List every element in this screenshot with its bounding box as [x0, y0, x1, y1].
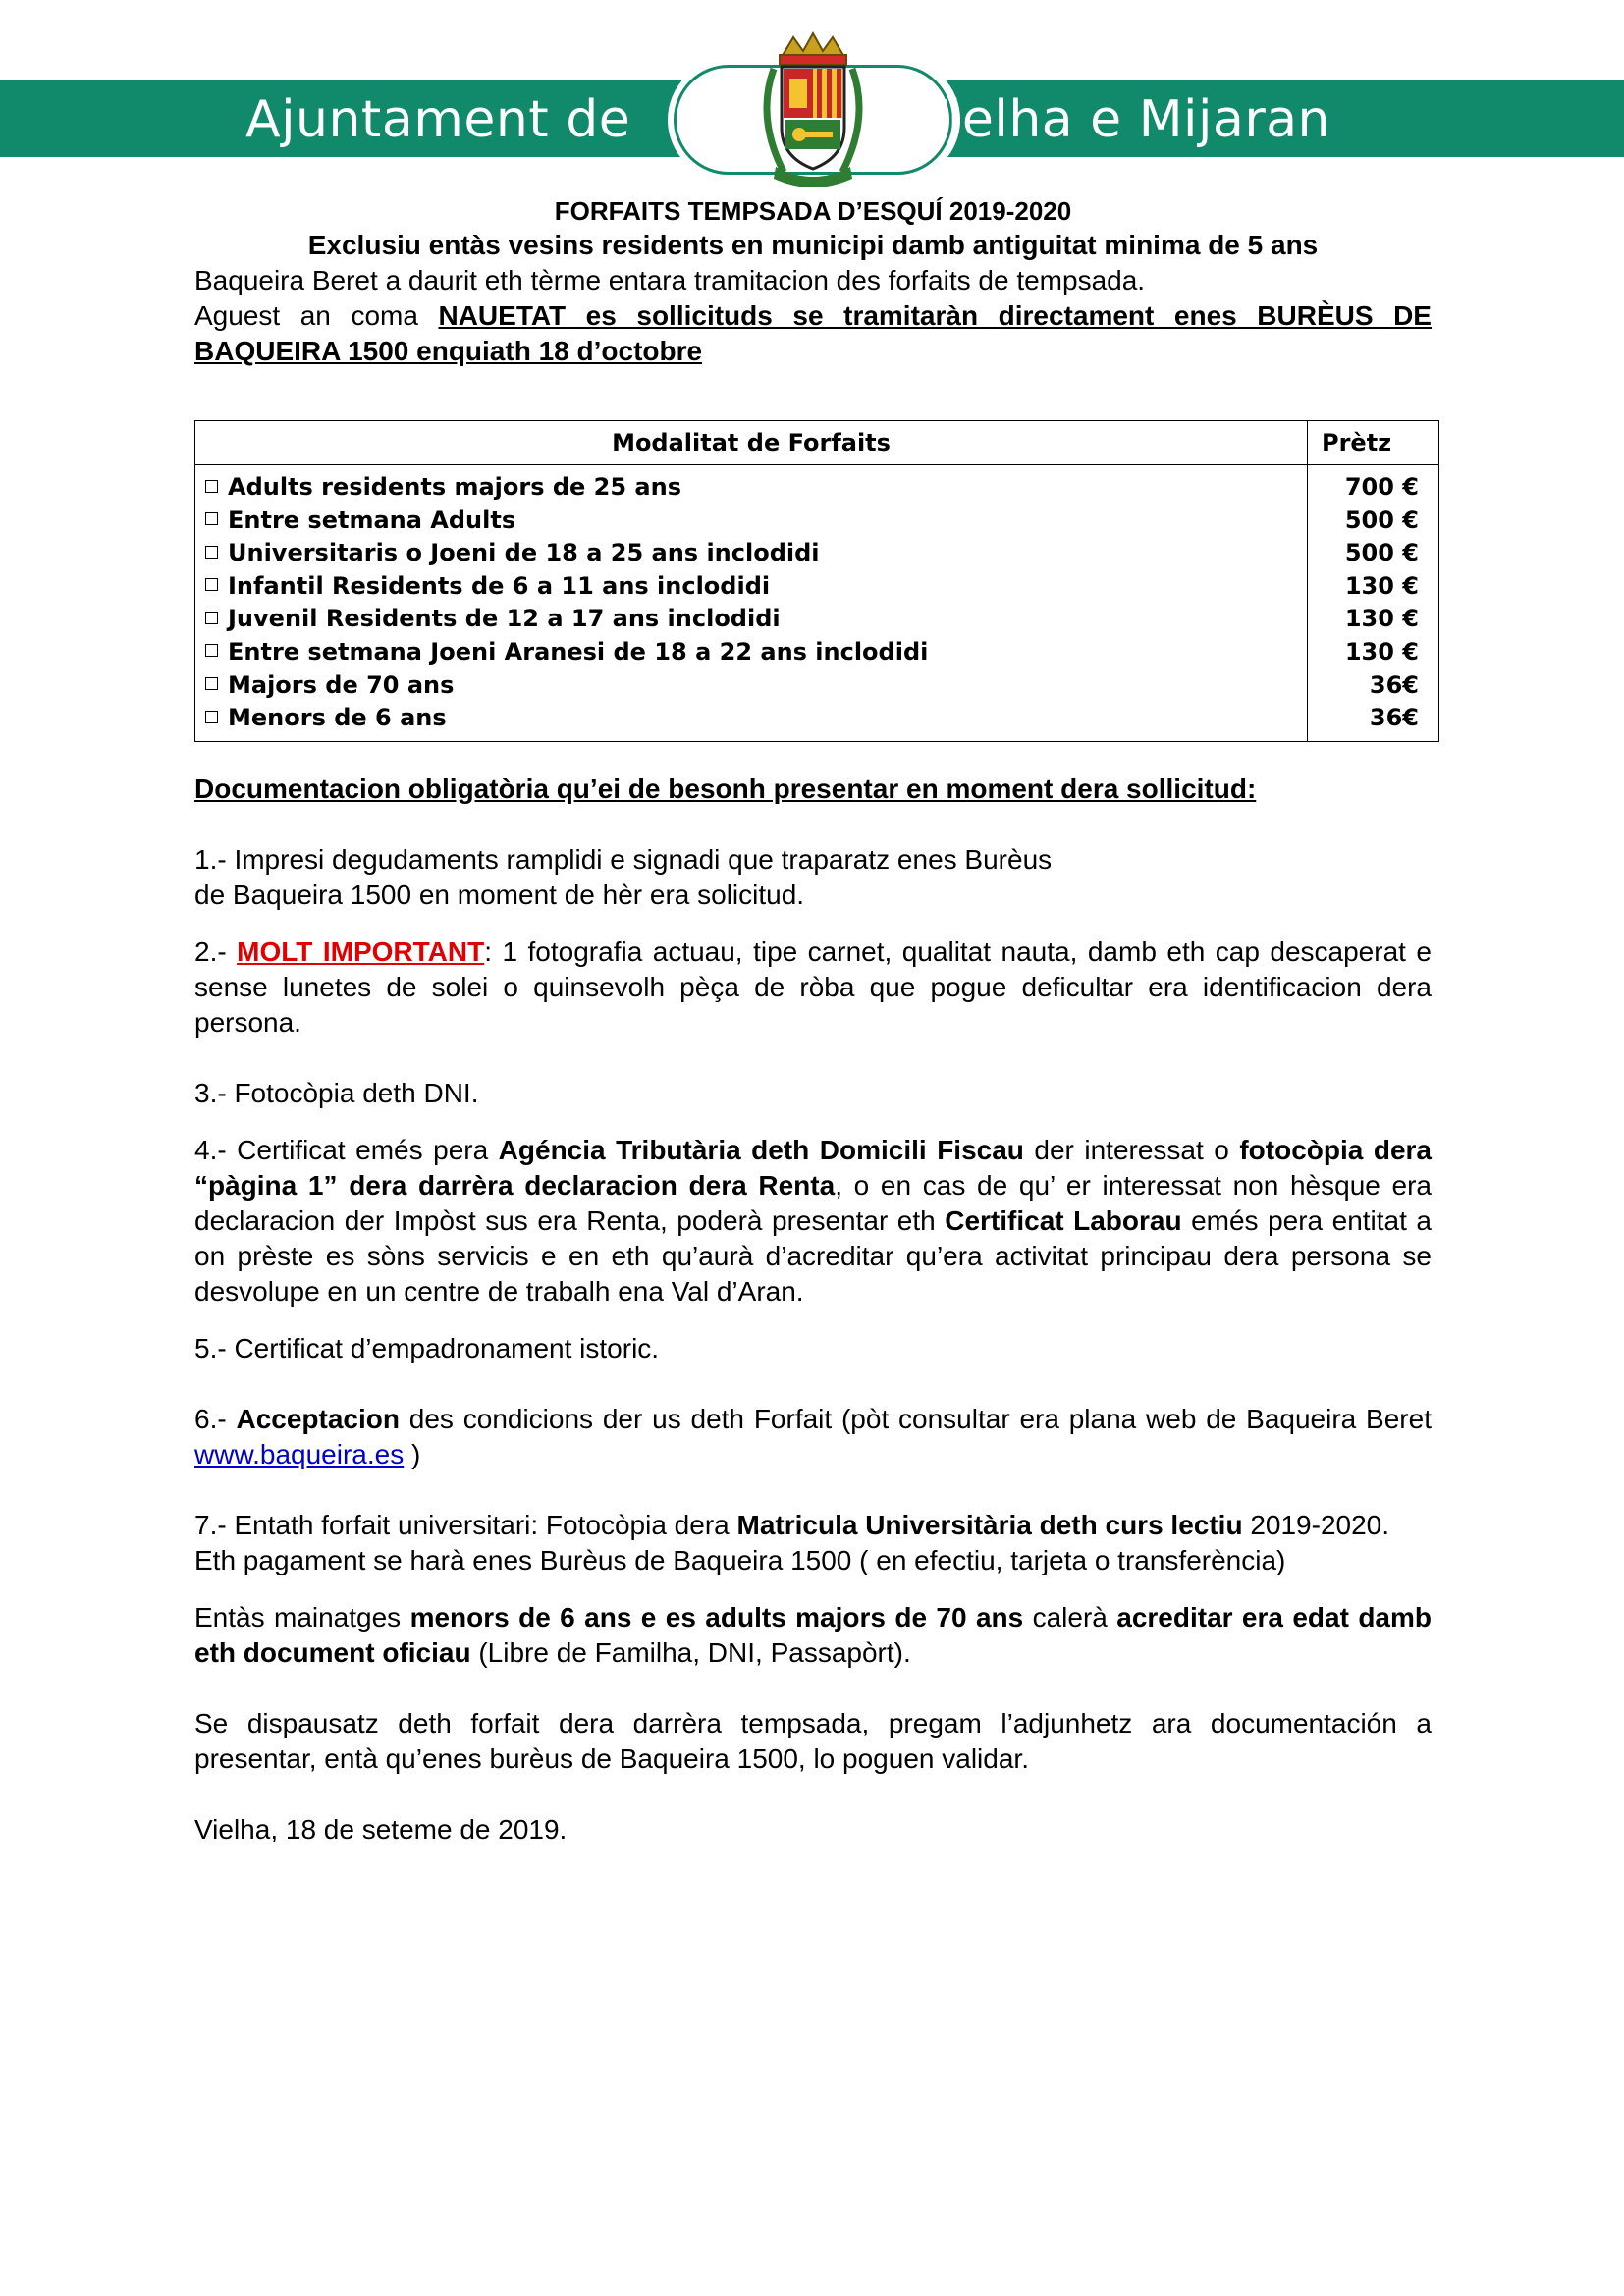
item6-d: ) [404, 1439, 421, 1469]
item4-certificate: Certificat Laborau [945, 1205, 1182, 1236]
letterhead [0, 0, 1624, 196]
row-price: 500 € [1344, 539, 1419, 567]
checkbox-icon[interactable] [205, 612, 218, 624]
age-note [194, 1600, 1432, 1671]
important-notice: MOLT IMPORTANT [237, 936, 485, 967]
document-subtitle: Exclusiu entàs vesins residents en municipi damb antiguitat minima de 5 ans [307, 230, 1319, 260]
row-price: 36€ [1369, 670, 1419, 699]
doc-item-4 [194, 1133, 1432, 1309]
table-body-row [195, 465, 1439, 742]
item4-g: emés pera entitat a on prèste es sòns servicis e en eth qu’aurà d’acreditar qu’era activitat principau dera persona se desvolupe en un centre de trabalh ena Val d’Aran. [194, 1205, 1432, 1307]
row-price: 700 € [1344, 473, 1419, 501]
item6-acceptance: Acceptacion [236, 1404, 400, 1434]
item4-e: , o en cas de qu’ er interessat non hèsque era declaracion der Impòst sus era Renta, poderà presentar eth [194, 1170, 1432, 1236]
item6-a: 6.- [194, 1404, 237, 1434]
age-requirement: acreditar era edat damb eth document oficiau [194, 1602, 1433, 1668]
novelty-notice: NAUETAT es sollicituds se tramitaràn directament enes BURÈUS DE BAQUEIRA 1500 enquiath 18 d’octobre [194, 300, 1432, 366]
intro-prefix: Aguest an coma [194, 300, 439, 331]
item4-agency: Agéncia Tributària deth Domicili Fiscau [498, 1135, 1024, 1165]
documentation-section [194, 772, 1432, 1847]
row-label: Entre setmana Adults [228, 506, 516, 534]
checkbox-icon[interactable] [205, 677, 218, 690]
doc-item-3: 3.- Fotocòpia deth DNI. [194, 1078, 479, 1108]
payment-note: Eth pagament se harà enes Burèus de Baqueira 1500 ( en efectiu, tarjeta o transferència) [194, 1545, 1286, 1575]
item7-enrollment: Matricula Universitària deth curs lectiu [736, 1510, 1243, 1540]
doc-item-6 [194, 1402, 1432, 1472]
table-row [205, 505, 1301, 538]
checkbox-icon[interactable] [205, 578, 218, 591]
doc-item-2 [194, 934, 1432, 1041]
item6-c: des condicions der us deth Forfait (pòt consultar era plana web de Baqueira Beret [399, 1404, 1432, 1434]
document-title: FORFAITS TEMPSADA D’ESQUÍ 2019-2020 [554, 196, 1072, 226]
checkbox-icon[interactable] [205, 512, 218, 525]
header-left-text: Ajuntament de [245, 90, 631, 149]
item4-c: der interessat o [1023, 1135, 1240, 1165]
table-row [205, 603, 1301, 636]
documentation-heading: Documentacion obligatòria qu’ei de besonh presentar en moment dera sollicitud: [194, 774, 1257, 804]
row-price: 130 € [1344, 605, 1419, 633]
table-header-row [195, 421, 1439, 465]
doc-item-1 [194, 842, 1432, 913]
checkbox-icon[interactable] [205, 711, 218, 723]
intro-line: Baqueira Beret a daurit eth tèrme entara tramitacion des forfaits de tempsada. [194, 265, 1146, 295]
row-label: Majors de 70 ans [228, 670, 455, 699]
age-c: calerà [1023, 1602, 1117, 1632]
modality-list [195, 465, 1308, 742]
baqueira-link[interactable]: www.baqueira.es [194, 1439, 405, 1469]
item7-c: 2019-2020. [1242, 1510, 1390, 1540]
item7-a: 7.- Entath forfait universitari: Fotocòpia dera [194, 1510, 737, 1540]
row-label: Menors de 6 ans [228, 704, 447, 732]
document-body [194, 194, 1432, 369]
checkbox-icon[interactable] [205, 644, 218, 657]
price-list [1308, 465, 1439, 742]
age-a: Entàs mainatges [194, 1602, 410, 1632]
table-row [205, 669, 1301, 703]
row-price: 130 € [1344, 571, 1419, 600]
fees-table [194, 420, 1439, 742]
row-label: Adults residents majors de 25 ans [228, 473, 681, 501]
checkbox-icon[interactable] [205, 546, 218, 559]
row-label: Juvenil Residents de 12 a 17 ans inclodidi [228, 605, 781, 633]
row-label: Infantil Residents de 6 a 11 ans inclodidi [228, 571, 771, 600]
row-price: 36€ [1369, 704, 1419, 732]
row-label: Universitaris o Joeni de 18 a 25 ans inclodidi [228, 539, 820, 567]
item2-text: : 1 fotografia actuau, tipe carnet, qualitat nauta, damb eth cap descaperat e sense lunetes de solei o quinsevolh pèça de ròba que pogue deficultar era identificacion dera persona. [194, 936, 1432, 1038]
item1-line2: de Baqueira 1500 en moment de hèr era solicitud. [194, 880, 805, 910]
item1-line1: 1.- Impresi degudaments ramplidi e signadi que traparatz enes Burèus [194, 844, 1053, 875]
table-row [205, 636, 1301, 669]
renewal-note: Se dispausatz deth forfait dera darrèra tempsada, pregam l’adjunhetz ara documentación a presentar, entà qu’enes burèus de Baqueira 1500, lo poguen validar. [194, 1708, 1432, 1774]
signoff: Vielha, 18 de seteme de 2019. [194, 1814, 568, 1844]
header-modality: Modalitat de Forfaits [195, 421, 1308, 465]
item4-photocopy: fotocòpia dera “pàgina 1” dera darrèra declaracion dera Renta [194, 1135, 1432, 1201]
table-row [205, 570, 1301, 604]
item2-prefix: 2.- [194, 936, 238, 967]
age-groups: menors de 6 ans e es adults majors de 70 ans [409, 1602, 1024, 1632]
table-row [205, 471, 1301, 505]
doc-item-7 [194, 1508, 1432, 1543]
row-price: 500 € [1344, 506, 1419, 534]
coat-of-arms-icon [705, 29, 921, 196]
table-row [205, 537, 1301, 570]
table-row [205, 702, 1301, 735]
age-e: (Libre de Familha, DNI, Passapòrt). [470, 1637, 911, 1668]
row-label: Entre setmana Joeni Aranesi de 18 a 22 ans inclodidi [228, 637, 929, 666]
header-right-text: Vielha e Mijaran [913, 90, 1331, 149]
row-price: 130 € [1344, 637, 1419, 666]
doc-item-5: 5.- Certificat d’empadronament istoric. [194, 1333, 660, 1363]
checkbox-icon[interactable] [205, 480, 218, 493]
header-price: Prètz [1308, 421, 1439, 465]
item4-a: 4.- Certificat emés pera [194, 1135, 499, 1165]
intro-novelty [194, 298, 1432, 369]
